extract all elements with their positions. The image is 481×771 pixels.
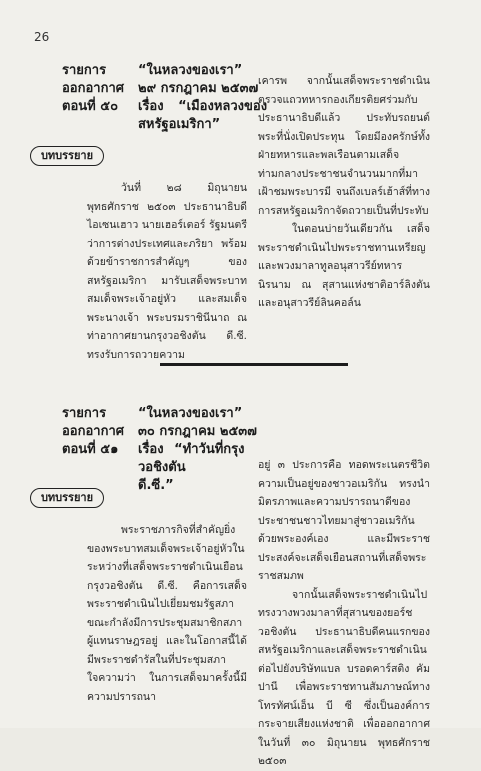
program-label: รายการ	[62, 406, 107, 421]
airdate-label: ออกอากาศ	[62, 81, 125, 96]
program-label: รายการ	[62, 63, 107, 78]
body-paragraph: ในตอนบ่ายวันเดียวกัน เสด็จพระราชดำเนินไปพระราชทานเหรียญและพวงมาลาทูลอนุสาวรีย์ทหารนิรนาม ณ สุสานแห่งชาติอาร์ลิงตัน และอนุสาวรีย์ลินคอล์น	[258, 223, 430, 309]
episode-1-header	[62, 62, 272, 134]
body-paragraph: เคารพ จากนั้นเสด็จพระราชดำเนินตรวจแถวทหารกองเกียรติยศร่วมกับประธานาธิบดีแล้ว ประทับรถยนต์พระที่นั่งเปิดประทุน โดยมีองครักษ์ทั้งฝ่ายทหารและพลเรือนตามเสด็จ ท่ามกลางประชาชนจำนวนมากที่มาเฝ้าชมพระบารมี จนถึงเบลร์เฮ้าส์ที่ทางการสหรัฐอเมริกาจัดถวายเป็นที่ประทับ	[258, 75, 430, 217]
section-divider	[160, 363, 348, 366]
body-paragraph: วันที่ ๒๘ มิถุนายน พุทธศักราช ๒๕๐๓ ประธานาธิบดีไอเซนเฮาว นายเฮอร์เตอร์ รัฐมนตรีว่าการต่างประเทศและภริยา พร้อมด้วยข้าราชการสำคัญๆ ของสหรัฐอเมริกา มารับเสด็จพระบาทสมเด็จพระเจ้าอยู่หัว และสมเด็จพระนางเจ้า พระบรมราชินีนาถ ณ ท่าอากาศยานกรุงวอชิงตัน ดี.ซี. ทรงรับการถวายความ	[87, 182, 247, 361]
airdate: ๒๙ กรกฎาคม ๒๕๓๗	[138, 81, 259, 96]
subject-label: เรื่อง	[138, 442, 164, 457]
episode-number: ตอนที่ ๕๐	[62, 99, 119, 114]
subject-title-line2: สหรัฐอเมริกา”	[138, 117, 221, 132]
airdate: ๓๐ กรกฎาคม ๒๕๓๗	[138, 424, 257, 439]
episode-number: ตอนที่ ๕๑	[62, 442, 119, 457]
program-title: “ในหลวงของเรา”	[138, 406, 243, 421]
body-paragraph: อยู่ ๓ ประการคือ ทอดพระเนตรชีวิตความเป็นอยู่ของชาวอเมริกัน ทรงนำมิตรภาพและความปรารถนาดีของประชาชนชาวไทยมาสู่ชาวอเมริกันด้วยพระองค์เอง และมีพระราชประสงค์จะเสด็จเยือนสถานที่เสด็จพระราชสมภพ	[258, 459, 430, 582]
episode-2-header	[62, 405, 272, 495]
narration-badge: บทบรรยาย	[30, 488, 104, 508]
body-paragraph: พระราชภารกิจที่สำคัญยิ่งของพระบาทสมเด็จพระเจ้าอยู่หัวในระหว่างที่เสด็จพระราชดำเนินเยือนกรุงวอชิงตัน ดี.ซี. คือการเสด็จพระราชดำเนินไปเยี่ยมชมรัฐสภา ขณะกำลังมีการประชุมสมาชิกสภาผู้แทนราษฎรอยู่ และในโอกาสนี้ได้มีพระราชดำรัสในที่ประชุมสภาใจความว่า ในการเสด็จมาครั้งนี้มีความปรารถนา	[87, 524, 247, 703]
airdate-label: ออกอากาศ	[62, 424, 125, 439]
body-paragraph: จากนั้นเสด็จพระราชดำเนินไปทรงวางพวงมาลาที่สุสานของยอร์ช วอชิงตัน ประธานาธิบดีคนแรกของสหรัฐอเมริกาและเสด็จพระราชดำเนินต่อไปยังบริษัทแบล บรอดคาร์สติง คัมปานี เพื่อพระราชทานสัมภาษณ์ทางโทรทัศน์เอ็น บี ซี ซึ่งเป็นองค์การกระจายเสียงแห่งชาติ เพื่อออกอากาศในวันที่ ๓๐ มิถุนายน พุทธศักราช ๒๕๐๓	[258, 588, 430, 767]
subject-title-line2: ดี.ซี.”	[138, 478, 174, 493]
episode-1-right-column	[258, 72, 430, 313]
episode-2-right-column	[258, 456, 430, 771]
subject-title-line1: “ทำวันที่กรุงวอชิงตัน	[138, 442, 245, 475]
subject-title-line1: “เมืองหลวงของ	[178, 99, 268, 114]
narration-badge: บทบรรยาย	[30, 146, 104, 166]
page-number: 26	[34, 30, 50, 44]
subject-label: เรื่อง	[138, 99, 164, 114]
episode-2-left-column	[87, 521, 247, 706]
program-title: “ในหลวงของเรา”	[138, 63, 243, 78]
episode-1-left-column	[87, 179, 247, 364]
